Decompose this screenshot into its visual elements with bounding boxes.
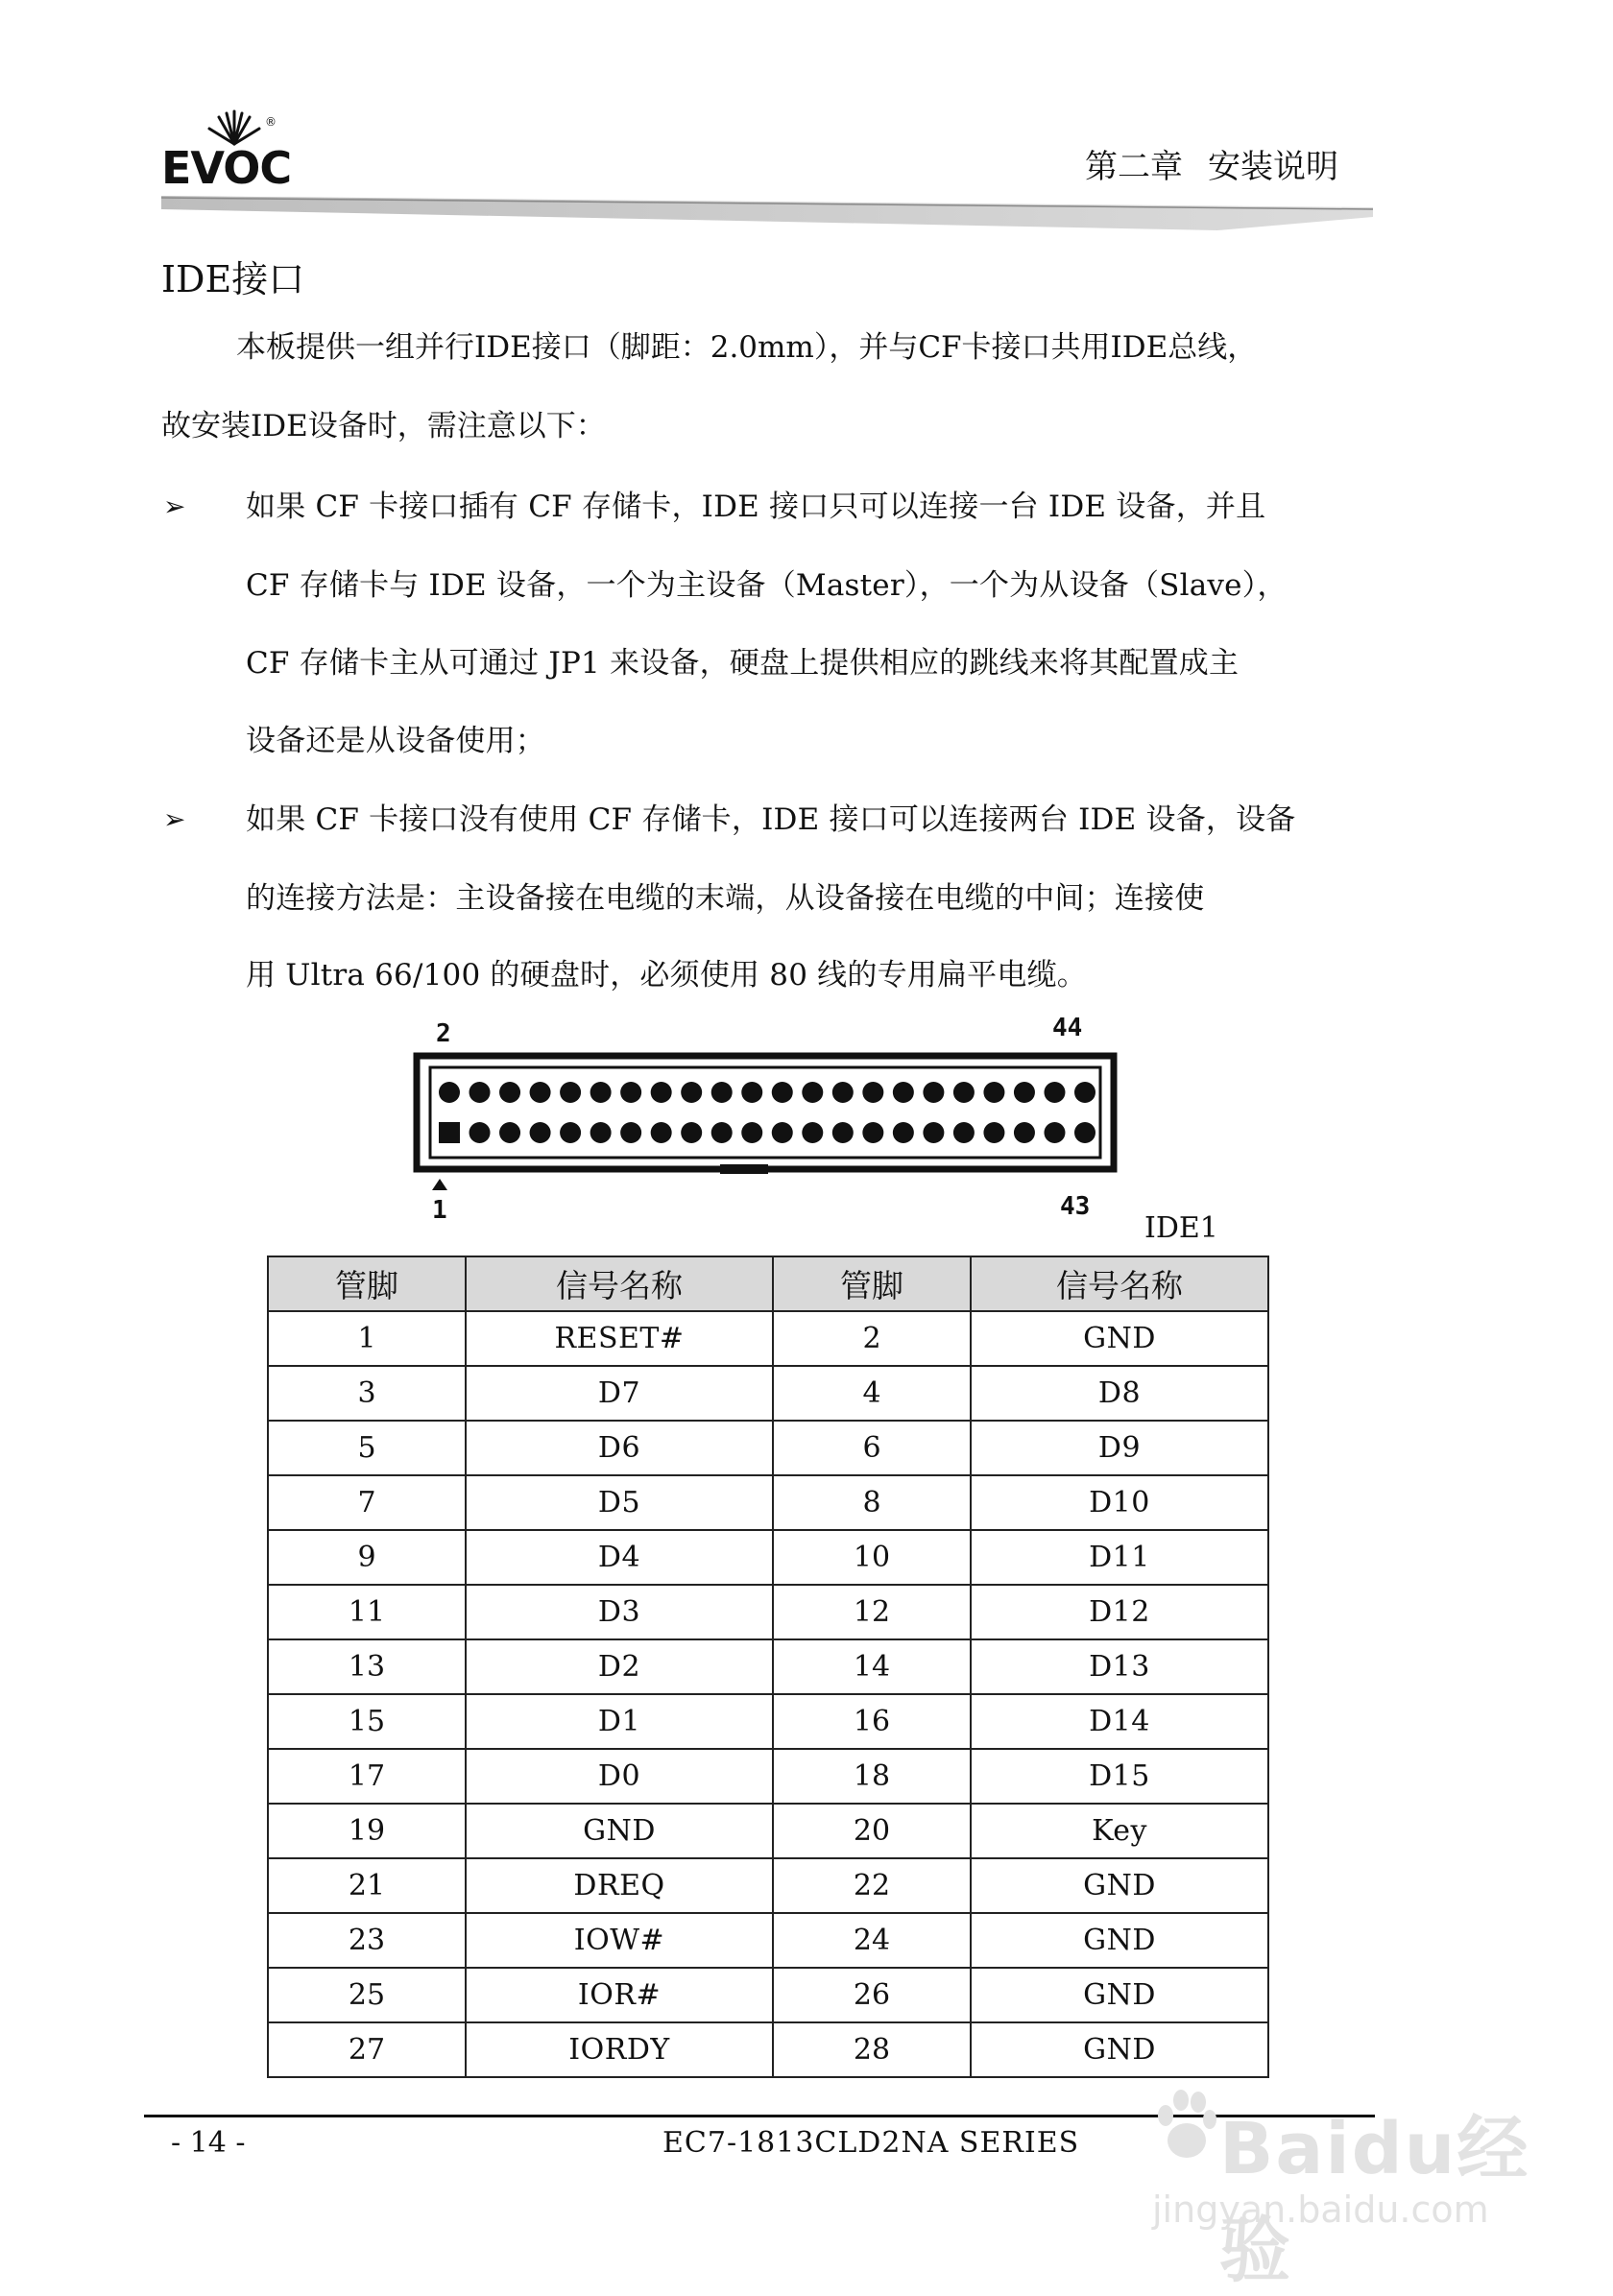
connector-pin bbox=[711, 1122, 733, 1143]
connector-name: IDE1 bbox=[1144, 1211, 1218, 1245]
signal-name-cell: RESET# bbox=[466, 1311, 773, 1366]
watermark-url: jingyan.baidu.com bbox=[1152, 2188, 1489, 2231]
bullet-1-line-4: 设备还是从设备使用； bbox=[246, 724, 545, 758]
table-row bbox=[268, 1530, 1268, 1585]
intro-line-1: 本板提供一组并行IDE接口（脚距：2.0mm），并与CF卡接口共用IDE总线， bbox=[236, 330, 1258, 365]
pin-number-cell: 9 bbox=[268, 1530, 466, 1585]
connector-pin bbox=[772, 1122, 793, 1143]
table-row bbox=[268, 1475, 1268, 1530]
pin-number-cell: 22 bbox=[773, 1858, 971, 1913]
pin-assignment-table bbox=[267, 1256, 1269, 2078]
product-model: EC7-1813CLD2NA SERIES bbox=[662, 2126, 1080, 2160]
connector-pin bbox=[893, 1122, 914, 1143]
table-row bbox=[268, 2022, 1268, 2077]
bullet-2-line-2: 的连接方法是：主设备接在电缆的末端，从设备接在电缆的中间；连接使 bbox=[246, 881, 1205, 916]
bullet-arrow-icon: ➢ bbox=[163, 803, 186, 835]
signal-name-cell: DREQ bbox=[466, 1858, 773, 1913]
table-row bbox=[268, 1858, 1268, 1913]
pin-number-cell: 13 bbox=[268, 1639, 466, 1694]
connector-pin bbox=[772, 1082, 793, 1103]
connector-pin bbox=[983, 1082, 1004, 1103]
signal-name-cell: GND bbox=[971, 1913, 1268, 1968]
signal-name-cell: D12 bbox=[971, 1585, 1268, 1639]
pin-number-cell: 24 bbox=[773, 1913, 971, 1968]
signal-name-cell: D13 bbox=[971, 1639, 1268, 1694]
connector-pin bbox=[862, 1082, 883, 1103]
pin-number-cell: 1 bbox=[268, 1311, 466, 1366]
baidu-watermark bbox=[1152, 2083, 1555, 2292]
logo-starburst-icon bbox=[207, 108, 261, 146]
pin-number-cell: 21 bbox=[268, 1858, 466, 1913]
pin-number-cell: 23 bbox=[268, 1913, 466, 1968]
bullet-1-line-2: CF 存储卡与 IDE 设备，一个为主设备（Master），一个为从设备（Slave）， bbox=[246, 568, 1288, 603]
table-row bbox=[268, 1804, 1268, 1858]
paw-logo-icon bbox=[1152, 2087, 1219, 2164]
pin-label-2: 2 bbox=[436, 1019, 451, 1048]
signal-name-cell: GND bbox=[466, 1804, 773, 1858]
connector-pin bbox=[590, 1122, 612, 1143]
bullet-1-line-1: 如果 CF 卡接口插有 CF 存储卡，IDE 接口只可以连接一台 IDE 设备，并且 bbox=[246, 490, 1266, 524]
table-row bbox=[268, 1366, 1268, 1421]
table-row bbox=[268, 1421, 1268, 1475]
pin-number-cell: 14 bbox=[773, 1639, 971, 1694]
connector-pin bbox=[711, 1082, 733, 1103]
pin-number-cell: 2 bbox=[773, 1311, 971, 1366]
pin-number-cell: 15 bbox=[268, 1694, 466, 1749]
pin-number-cell: 26 bbox=[773, 1968, 971, 2022]
signal-name-cell: D6 bbox=[466, 1421, 773, 1475]
connector-pin bbox=[832, 1082, 854, 1103]
pin-number-cell: 27 bbox=[268, 2022, 466, 2077]
connector-pin bbox=[530, 1122, 551, 1143]
pin-label-1: 1 bbox=[432, 1196, 447, 1225]
table-row bbox=[268, 1749, 1268, 1804]
pin-number-cell: 12 bbox=[773, 1585, 971, 1639]
signal-name-cell: GND bbox=[971, 2022, 1268, 2077]
header-divider bbox=[161, 192, 1373, 232]
connector-pin bbox=[1014, 1082, 1035, 1103]
connector-pin bbox=[1044, 1122, 1065, 1143]
pin-number-cell: 18 bbox=[773, 1749, 971, 1804]
logo-text: EVOC bbox=[161, 142, 292, 194]
signal-name-cell: D8 bbox=[971, 1366, 1268, 1421]
header-signal: 信号名称 bbox=[971, 1256, 1268, 1311]
signal-name-cell: D11 bbox=[971, 1530, 1268, 1585]
signal-name-cell: D10 bbox=[971, 1475, 1268, 1530]
connector-pin bbox=[651, 1082, 672, 1103]
connector-pin bbox=[802, 1082, 823, 1103]
chapter-heading bbox=[1085, 140, 1338, 187]
pin-number-cell: 7 bbox=[268, 1475, 466, 1530]
signal-name-cell: D2 bbox=[466, 1639, 773, 1694]
pin-number-cell: 20 bbox=[773, 1804, 971, 1858]
signal-name-cell: Key bbox=[971, 1804, 1268, 1858]
connector-pin bbox=[499, 1122, 520, 1143]
connector-pin bbox=[953, 1082, 975, 1103]
connector-pin bbox=[953, 1122, 975, 1143]
signal-name-cell: GND bbox=[971, 1968, 1268, 2022]
table-row bbox=[268, 1585, 1268, 1639]
bullet-2-line-1: 如果 CF 卡接口没有使用 CF 存储卡，IDE 接口可以连接两台 IDE 设备，设备 bbox=[246, 802, 1296, 837]
connector-pin bbox=[439, 1082, 460, 1103]
table-row bbox=[268, 1311, 1268, 1366]
connector-pin bbox=[741, 1082, 762, 1103]
intro-line-2: 故安装IDE设备时，需注意以下： bbox=[161, 409, 606, 443]
connector-body bbox=[413, 1052, 1123, 1177]
connector-pin bbox=[983, 1122, 1004, 1143]
connector-pin bbox=[499, 1082, 520, 1103]
signal-name-cell: IOR# bbox=[466, 1968, 773, 2022]
evoc-logo bbox=[161, 108, 292, 194]
pin-number-cell: 5 bbox=[268, 1421, 466, 1475]
table-row bbox=[268, 1913, 1268, 1968]
pin-label-44: 44 bbox=[1052, 1014, 1083, 1042]
connector-pin bbox=[802, 1122, 823, 1143]
connector-pin bbox=[1044, 1082, 1065, 1103]
page-number: - 14 - bbox=[171, 2126, 246, 2160]
connector-pin bbox=[469, 1122, 491, 1143]
signal-name-cell: D7 bbox=[466, 1366, 773, 1421]
connector-pin bbox=[832, 1122, 854, 1143]
connector-pin bbox=[923, 1082, 944, 1103]
pin-number-cell: 6 bbox=[773, 1421, 971, 1475]
bullet-2-line-3: 用 Ultra 66/100 的硬盘时，必须使用 80 线的专用扁平电缆。 bbox=[246, 958, 1087, 993]
section-title: IDE接口 bbox=[161, 258, 305, 300]
signal-name-cell: D1 bbox=[466, 1694, 773, 1749]
header-pin: 管脚 bbox=[268, 1256, 466, 1311]
table-row bbox=[268, 1639, 1268, 1694]
table-header-row bbox=[268, 1256, 1268, 1311]
pin-number-cell: 10 bbox=[773, 1530, 971, 1585]
logo-registered-mark: ® bbox=[265, 115, 277, 129]
pin1-marker-icon bbox=[430, 1177, 449, 1192]
connector-pin bbox=[1074, 1122, 1095, 1143]
connector-pin bbox=[1074, 1082, 1095, 1103]
chapter-title: 安装说明 bbox=[1208, 148, 1338, 186]
signal-name-cell: GND bbox=[971, 1858, 1268, 1913]
header-pin: 管脚 bbox=[773, 1256, 971, 1311]
signal-name-cell: D14 bbox=[971, 1694, 1268, 1749]
connector-pin bbox=[681, 1082, 702, 1103]
pin-number-cell: 16 bbox=[773, 1694, 971, 1749]
ide-connector-diagram bbox=[403, 1008, 1133, 1238]
signal-name-cell: D4 bbox=[466, 1530, 773, 1585]
connector-pin bbox=[1014, 1122, 1035, 1143]
table-row bbox=[268, 1968, 1268, 2022]
signal-name-cell: IORDY bbox=[466, 2022, 773, 2077]
connector-pin bbox=[439, 1122, 460, 1143]
table-row bbox=[268, 1694, 1268, 1749]
connector-pin bbox=[741, 1122, 762, 1143]
pin-number-cell: 11 bbox=[268, 1585, 466, 1639]
pin-number-cell: 17 bbox=[268, 1749, 466, 1804]
connector-pin bbox=[590, 1082, 612, 1103]
signal-name-cell: D9 bbox=[971, 1421, 1268, 1475]
connector-pin bbox=[681, 1122, 702, 1143]
bullet-arrow-icon: ➢ bbox=[163, 490, 186, 522]
connector-pin bbox=[469, 1082, 491, 1103]
pin-number-cell: 4 bbox=[773, 1366, 971, 1421]
signal-name-cell: D5 bbox=[466, 1475, 773, 1530]
signal-name-cell: D3 bbox=[466, 1585, 773, 1639]
connector-pin bbox=[923, 1122, 944, 1143]
signal-name-cell: D0 bbox=[466, 1749, 773, 1804]
pin-number-cell: 28 bbox=[773, 2022, 971, 2077]
signal-name-cell: IOW# bbox=[466, 1913, 773, 1968]
connector-pin bbox=[651, 1122, 672, 1143]
connector-pin bbox=[620, 1122, 641, 1143]
header-signal: 信号名称 bbox=[466, 1256, 773, 1311]
connector-pin bbox=[560, 1082, 581, 1103]
signal-name-cell: D15 bbox=[971, 1749, 1268, 1804]
chapter-number: 第二章 bbox=[1085, 148, 1183, 186]
bullet-1-line-3: CF 存储卡主从可通过 JP1 来设备，硬盘上提供相应的跳线来将其配置成主 bbox=[246, 646, 1240, 681]
watermark-text: Baidu经验 bbox=[1219, 2108, 1530, 2292]
connector-pin bbox=[530, 1082, 551, 1103]
pin-number-cell: 8 bbox=[773, 1475, 971, 1530]
connector-pin bbox=[862, 1122, 883, 1143]
connector-pin bbox=[893, 1082, 914, 1103]
connector-pin bbox=[620, 1082, 641, 1103]
connector-pin bbox=[560, 1122, 581, 1143]
pin-number-cell: 3 bbox=[268, 1366, 466, 1421]
pin-label-43: 43 bbox=[1060, 1192, 1091, 1221]
signal-name-cell: GND bbox=[971, 1311, 1268, 1366]
pin-number-cell: 25 bbox=[268, 1968, 466, 2022]
pin-number-cell: 19 bbox=[268, 1804, 466, 1858]
